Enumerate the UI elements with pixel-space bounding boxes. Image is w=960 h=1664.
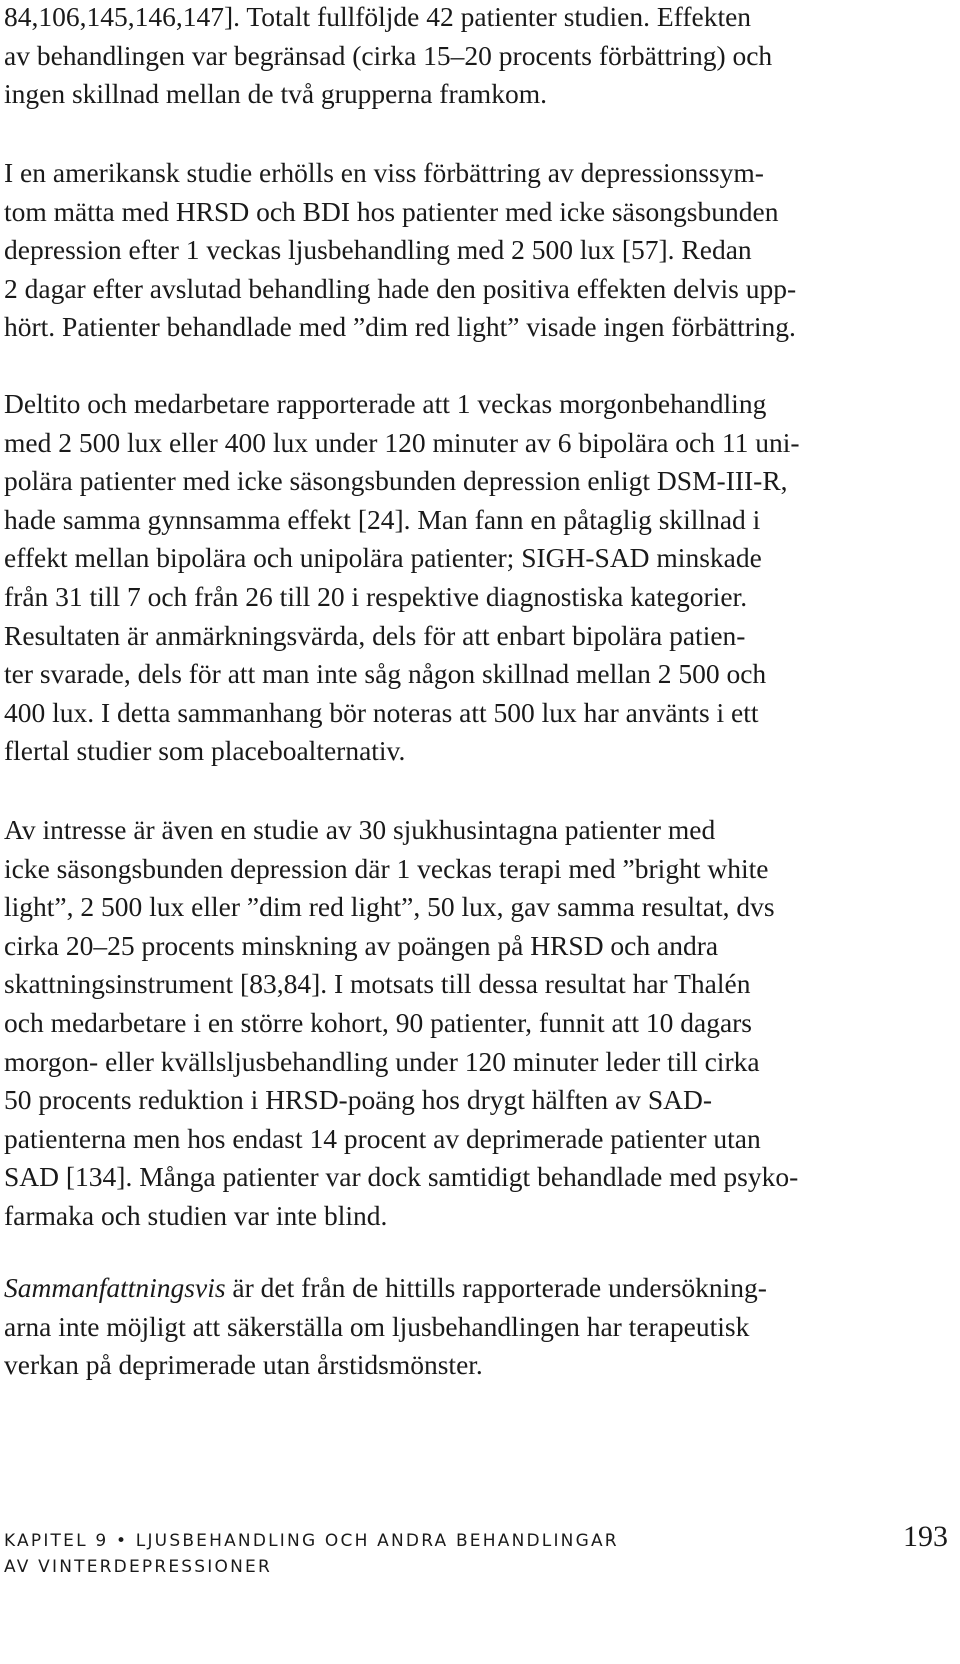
text-line: Deltito och medarbetare rapporterade att 1 veckas morgonbehandling <box>4 388 767 419</box>
text-line: skattningsinstrument [83,84]. I motsats till dessa resultat har Thalén <box>4 968 751 1000</box>
text-line: patienterna men hos endast 14 procent av deprimerade patienter utan <box>4 1122 761 1154</box>
running-head <box>4 1528 619 1580</box>
paragraph-3 <box>4 385 800 771</box>
paragraph-1 <box>4 0 772 114</box>
text-line: icke säsongsbunden depression där 1 veckas terapi med ”bright white <box>4 852 769 884</box>
text-line: ingen skillnad mellan de två grupperna framkom. <box>4 78 547 110</box>
paragraph-2 <box>4 154 796 347</box>
text-line: arna inte möjligt att säkerställa om ljusbehandlingen har terapeutisk <box>4 1310 750 1342</box>
summary-first-line-rest: är det från de hittills rapporterade undersökning- <box>225 1272 767 1303</box>
text-line: med 2 500 lux eller 400 lux under 120 minuter av 6 bipolära och 11 uni- <box>4 426 800 458</box>
text-line: 84,106,145,146,147]. Totalt fullföljde 42 patienter studien. Effekten <box>4 1 752 32</box>
text-line: light”, 2 500 lux eller ”dim red light”, 50 lux, gav samma resultat, dvs <box>4 891 775 923</box>
text-line: cirka 20–25 procents minskning av poängen på HRSD och andra <box>4 929 719 961</box>
text-line: flertal studier som placeboalternativ. <box>4 735 406 767</box>
text-line: I en amerikansk studie erhölls en viss förbättring av depressionssym- <box>4 157 764 188</box>
text-line: verkan på deprimerade utan årstidsmönster. <box>4 1349 483 1381</box>
text-line: från 31 till 7 och från 26 till 20 i respektive diagnostiska kategorier. <box>4 580 748 612</box>
text-line: hört. Patienter behandlade med ”dim red light” visade ingen förbättring. <box>4 311 796 343</box>
text-line: 50 procents reduktion i HRSD-poäng hos drygt hälften av SAD- <box>4 1084 713 1116</box>
text-line: effekt mellan bipolära och unipolära patienter; SIGH-SAD minskade <box>4 542 762 574</box>
summary-paragraph <box>4 1269 767 1385</box>
paragraph-4 <box>4 811 798 1236</box>
text-line: hade samma gynnsamma effekt [24]. Man fann en påtaglig skillnad i <box>4 503 761 535</box>
summary-italic-word: Sammanfattningsvis <box>4 1272 226 1303</box>
page-footer <box>4 1520 952 1658</box>
text-line: 400 lux. I detta sammanhang bör noteras att 500 lux har använts i ett <box>4 696 759 728</box>
text-line: SAD [134]. Många patienter var dock samtidigt behandlade med psyko- <box>4 1161 799 1193</box>
text-line: och medarbetare i en större kohort, 90 patienter, funnit att 10 dagars <box>4 1006 753 1038</box>
text-line: tom mätta med HRSD och BDI hos patienter med icke säsongsbunden <box>4 195 779 227</box>
text-line <box>4 1269 767 1308</box>
text-line: 2 dagar efter avslutad behandling hade den positiva effekten delvis upp- <box>4 272 797 304</box>
running-head-line: AV VINTERDEPRESSIONER <box>4 1557 272 1577</box>
text-line: farmaka och studien var inte blind. <box>4 1199 388 1231</box>
text-line: depression efter 1 veckas ljusbehandling med 2 500 lux [57]. Redan <box>4 234 752 266</box>
text-line: Av intresse är även en studie av 30 sjukhusintagna patienter med <box>4 814 716 845</box>
running-head-line: KAPITEL 9 • LJUSBEHANDLING OCH ANDRA BEHANDLINGAR <box>4 1531 619 1551</box>
text-line: polära patienter med icke säsongsbunden depression enligt DSM-III-R, <box>4 465 788 497</box>
text-line: av behandlingen var begränsad (cirka 15–20 procents förbättring) och <box>4 39 773 71</box>
text-line: ter svarade, dels för att man inte såg någon skillnad mellan 2 500 och <box>4 658 767 690</box>
text-line: morgon- eller kvällsljusbehandling under 120 minuter leder till cirka <box>4 1045 760 1077</box>
text-line: Resultaten är anmärkningsvärda, dels för att enbart bipolära patien- <box>4 619 746 651</box>
page-number: 193 <box>903 1520 948 1553</box>
